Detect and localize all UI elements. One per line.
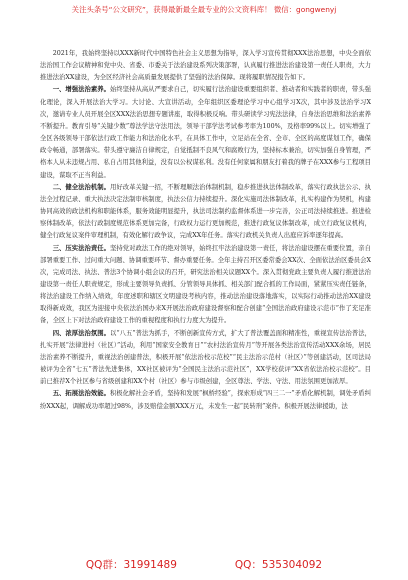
qq-group-text: QQ群：31991489: [85, 559, 177, 571]
header-banner: 关注头条号“公文研究”，获得最新最全最专业的公文资料库！ 微信：gongwenyj: [71, 5, 337, 14]
section-paragraph: [40, 243, 371, 328]
footer-contacts: [0, 557, 408, 573]
section-heading: 五、拓展法治效能。: [52, 390, 110, 398]
section-text: 用好改革关键一招，不断理顺法治体制机制，稳步推进执法体制改革，落实行政执法公示、执法全过程记录、重大执法决定法制审核制度，执法公信力持续提升。深化实施司法体制改革，扎实构建作为契机，构建协同高效的政法机构和职能体系，服务效能明显提升，执法司法制约监督体系进一步完善，公正司法持续推进。推进检察体制改革，依法行政制度规范体系更加完备，行政权力运行更加规范，推进行政复议体制改革，成立行政复议机构，健全行政复议案件审理机制，有效化解行政争议，完成XX年任务。落实行政机关负责人出庭应诉率逐年提高。: [40, 183, 371, 240]
section-text: 始终坚持从高从严要求自己，切实履行法治建设重要组织者、推动者和实践者的职责，带头强化理论，深入开展法治大学习。大讨论、大宣讲活动，全年组织区委理论学习中心组学习X次，其中涉及法治学习X次，邀请专业人员开展全区XXX法治思想专题讲座，取得积极反响。带头研读学习宪法法律，自身法治思维和法治素养不断提升。教育引导“关键少数”尊法学法守法用法，领导干部学法考试参考率为100%，及格率99%以上。切实增强了全区各级领导干部依法行政工作能力和法治化水平，在具体工作中，立足站在全省、全市、全区的高度谋划工作，确保政令畅通，部署落实。带头遵守廉洁自律规定，自觉抵制不良风气和腐败行为，坚持标本兼治，切实加强自身管理，严格本人从未违规占用、私自占用其他利益，没有以公权谋私利。没有任何家属和朋友打着我的牌子在XXX参与工程项目建设，谋取不正当利益。: [40, 86, 371, 179]
section-heading: 一、增强法治素养。: [52, 86, 110, 94]
section-paragraph: [40, 328, 371, 389]
section-heading: 四、浓厚法治氛围。: [52, 329, 110, 337]
report-body: [40, 48, 371, 413]
section-text: 坚持党对政法工作的绝对领导，始终扛牢法治建设第一责任，将法治建设摆在重要位置，亲自部署重要工作、过问重大问题、协调重要环节、督办重要任务。全年主持召开区委常委会XX次、全面依法治区委员会X次，完成司法、执法、普法3个协调小组会议的召开，研究法治相关议题XX个。深入贯彻党政主要负责人履行推进法治建设第一责任人职责规定，形成主要领导负责抓、分管领导具体抓、相关部门配合抓的工作局面，紧紧压实责任链条，将法治建设工作纳入绩效，年度述职和辖区文明建设考核内容，推动法治建设落地落实，以实际行动推动法治XX建设取得新成效，我区为迎接中央依法治国办来X开展法治政府建设督察和配合创建“全国法治政府建设示范市”作了充足准备，全区上下对法治政府建设工作的重视程度和执行力度大为提升。: [40, 244, 371, 325]
intro-paragraph: 2021年，我始终坚持以XXX新时代中国特色社会主义思想为指导，深入学习宣传贯彻XXX法治思想，中央全面依法治国工作会议精神和党中央、省委、市委关于法治建设系列决策部署，认真履行推进法治建设第一责任人职责，大力推进法治XX建设，为全区经济社会高质量发展提供了坚强的法治保障。现将履职情况报告如下。: [40, 50, 371, 82]
qq-number-text: QQ：535304092: [234, 559, 323, 571]
section-heading: 二、健全法治机制。: [52, 183, 110, 191]
section-paragraph: [40, 84, 371, 181]
section-paragraph: [40, 182, 371, 243]
section-paragraph: [40, 388, 371, 412]
section-text: 积极化解社会矛盾，坚持和发展“枫桥经验”，探索形成“四三二一”矛盾化解机制，调处矛盾纠纷XXX起，调解成功率超过98%，涉及赔偿金额XXX万元，未发生一起“民转刑”案件。积极开展法律援助，法: [40, 390, 371, 410]
section-heading: 三、压实法治责任。: [52, 244, 110, 252]
section-text: 以“八五”普法为抓手，不断创新宣传方式，扩大了普法覆盖面和精准性，重视宣传法治普法，扎实开展“法律进村（社区）”活动，利用“国家安全教育日”“农村法治宣传月”等开展各类法治宣传活动XXX余场，居民法治素养不断提升，重视法治创建普法，积极开展“依法治校示范校”“民主法治示范村（社区）”等创建活动，区司法局被评为全省“七五”普法先进集体，XX社区被评为“全国民主法治示范社区”，XX学校获评“XX省依法治校示范校”。目前已推荐X个社区参与省级创建和XX个村（社区）参与市级创建，全区尊法、学法、守法、用法氛围更加浓厚。: [40, 329, 371, 386]
